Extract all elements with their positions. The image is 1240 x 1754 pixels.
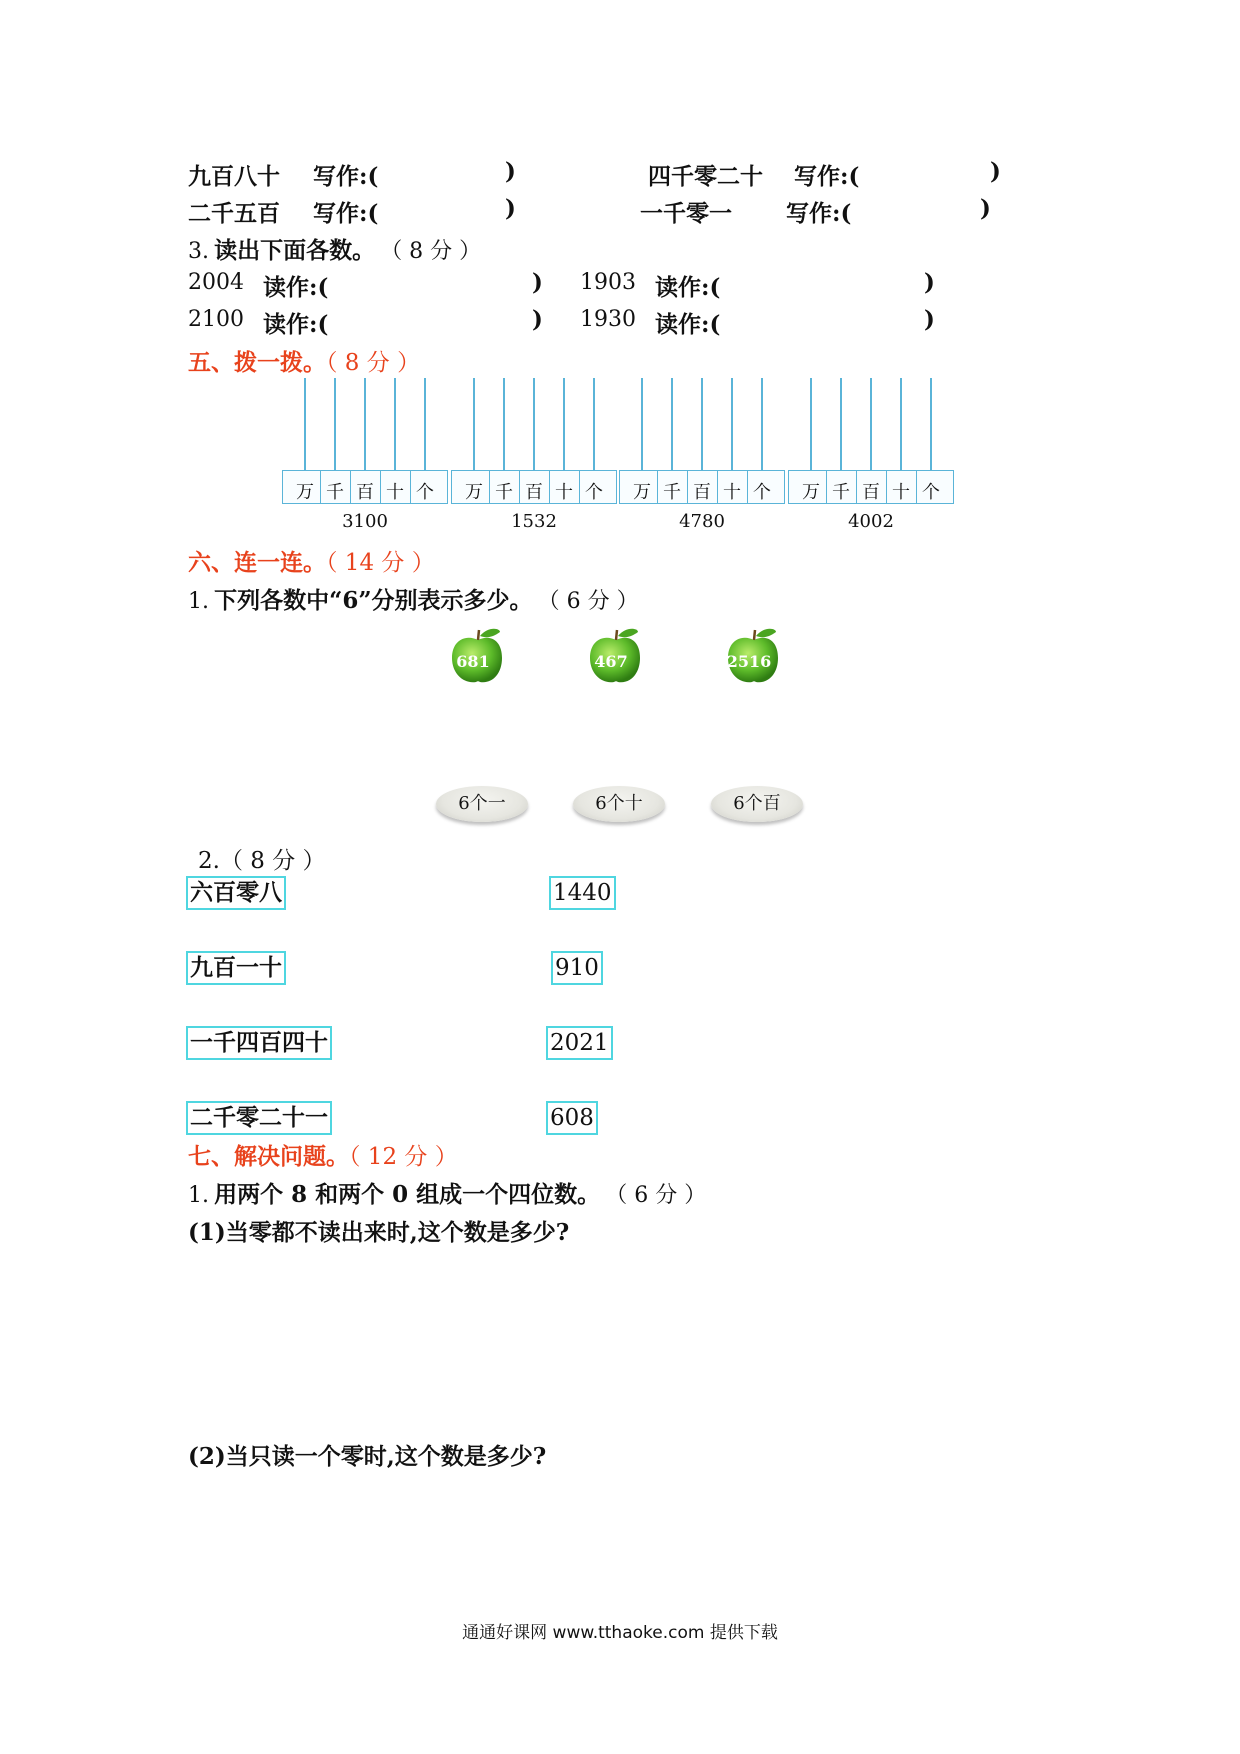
section6-title: 六、连一连。 [188, 549, 326, 576]
write-close-3: ) [505, 195, 516, 222]
place-label: 万 [465, 482, 483, 503]
place-label: 个 [922, 482, 940, 503]
s7-sub2: (2)当只读一个零时,这个数是多少? [188, 1443, 547, 1470]
write-word-4: 一千零一 [640, 200, 732, 227]
match-word-3[interactable]: 一千四百四十 [186, 1026, 332, 1060]
apple-1 [448, 626, 504, 682]
abacus-rod[interactable] [930, 378, 932, 470]
abacus-rod[interactable] [593, 378, 595, 470]
abacus-rod[interactable] [641, 378, 643, 470]
s7-sub1: (1)当零都不读出来时,这个数是多少? [188, 1219, 570, 1246]
place-label: 百 [356, 482, 374, 503]
place-label: 千 [495, 482, 513, 503]
place-label: 万 [802, 482, 820, 503]
place-label: 个 [416, 482, 434, 503]
write-word-2: 四千零二十 [648, 163, 763, 190]
match-number-4[interactable]: 608 [546, 1101, 598, 1135]
section6-score: （ 14 分 ） [326, 550, 435, 576]
abacus-divider [856, 470, 857, 504]
abacus-divider [519, 470, 520, 504]
choice-ones[interactable]: 6个一 [436, 786, 528, 822]
apple-3-label: 2516 [726, 652, 772, 671]
abacus-rod[interactable] [810, 378, 812, 470]
write-label-3: 写作:( [313, 200, 379, 227]
q3-title: 读出下面各数。 [214, 237, 376, 264]
section7-title: 七、解决问题。 [188, 1143, 349, 1170]
read-close-1: ) [532, 269, 543, 296]
abacus-number-3: 4780 [679, 511, 725, 532]
abacus-divider [717, 470, 718, 504]
abacus-divider [549, 470, 550, 504]
abacus-rod[interactable] [701, 378, 703, 470]
place-label: 万 [633, 482, 651, 503]
place-label: 千 [326, 482, 344, 503]
s7q1-score: （ 6 分 ） [605, 1183, 707, 1208]
abacus-rod[interactable] [394, 378, 396, 470]
read-num-3: 2100 [188, 307, 244, 332]
s6q1-score: （ 6 分 ） [537, 589, 639, 614]
write-word-1: 九百八十 [188, 163, 280, 190]
abacus-divider [886, 470, 887, 504]
abacus-rod[interactable] [424, 378, 426, 470]
abacus-divider [489, 470, 490, 504]
q3-heading [188, 232, 481, 265]
abacus-rod[interactable] [334, 378, 336, 470]
write-label-1: 写作:( [313, 163, 379, 190]
read-num-2: 1903 [580, 270, 636, 295]
read-label-1: 读作:( [263, 274, 329, 301]
s6q2-heading [198, 842, 326, 875]
read-label-3: 读作:( [263, 311, 329, 338]
apple-3 [724, 626, 780, 682]
place-label: 个 [753, 482, 771, 503]
abacus-rod[interactable] [533, 378, 535, 470]
section5-heading [188, 344, 420, 377]
abacus-rod[interactable] [563, 378, 565, 470]
abacus-rod[interactable] [364, 378, 366, 470]
footer: 通通好课网 www.tthaoke.com 提供下载 [462, 1623, 778, 1643]
abacus-rod[interactable] [731, 378, 733, 470]
place-label: 千 [832, 482, 850, 503]
abacus-divider [687, 470, 688, 504]
apple-1-label: 681 [456, 652, 490, 671]
match-number-1[interactable]: 1440 [549, 876, 616, 910]
abacus-rod[interactable] [503, 378, 505, 470]
apple-2-label: 467 [594, 652, 628, 671]
abacus-rod[interactable] [761, 378, 763, 470]
read-close-4: ) [924, 306, 935, 333]
abacus-rod[interactable] [671, 378, 673, 470]
place-label: 万 [296, 482, 314, 503]
match-word-2[interactable]: 九百一十 [186, 951, 286, 985]
s7q1-heading [188, 1176, 706, 1209]
q3-score: （ 8 分 ） [380, 239, 482, 264]
s6q1-text: 下列各数中“6”分别表示多少。 [214, 587, 533, 614]
match-word-1[interactable]: 六百零八 [186, 876, 286, 910]
abacus-divider [320, 470, 321, 504]
abacus-divider [916, 470, 917, 504]
s7q1-text: 用两个 8 和两个 0 组成一个四位数。 [214, 1181, 601, 1208]
abacus-divider [380, 470, 381, 504]
place-label: 千 [663, 482, 681, 503]
match-number-2[interactable]: 910 [551, 951, 603, 985]
write-label-4: 写作:( [786, 200, 852, 227]
read-close-2: ) [924, 269, 935, 296]
abacus-divider [410, 470, 411, 504]
place-label: 十 [723, 482, 741, 503]
place-label: 个 [585, 482, 603, 503]
place-label: 十 [555, 482, 573, 503]
read-num-1: 2004 [188, 270, 244, 295]
abacus-rod[interactable] [304, 378, 306, 470]
abacus-number-2: 1532 [511, 511, 557, 532]
section7-score: （ 12 分 ） [349, 1144, 458, 1170]
s6q2-label: 2.（ 8 分 ） [198, 848, 326, 874]
read-close-3: ) [532, 306, 543, 333]
abacus-divider [657, 470, 658, 504]
match-word-4[interactable]: 二千零二十一 [186, 1101, 332, 1135]
place-label: 百 [525, 482, 543, 503]
section5-title: 五、拨一拨。 [188, 349, 326, 376]
abacus-divider [350, 470, 351, 504]
write-close-2: ) [990, 158, 1001, 185]
section6-heading [188, 544, 435, 577]
write-label-2: 写作:( [794, 163, 860, 190]
apple-2 [586, 626, 642, 682]
s7q1-number: 1. [188, 1183, 209, 1208]
choice-tens[interactable]: 6个十 [573, 786, 665, 822]
abacus-rod[interactable] [473, 378, 475, 470]
section7-heading [188, 1138, 458, 1171]
abacus-number-1: 3100 [342, 511, 388, 532]
match-number-3[interactable]: 2021 [546, 1026, 613, 1060]
abacus-divider [579, 470, 580, 504]
q3-number: 3. [188, 239, 209, 264]
read-num-4: 1930 [580, 307, 636, 332]
s6q1-heading [188, 582, 639, 615]
read-label-4: 读作:( [655, 311, 721, 338]
abacus-number-4: 4002 [848, 511, 894, 532]
read-label-2: 读作:( [655, 274, 721, 301]
s6q1-number: 1. [188, 589, 209, 614]
write-word-3: 二千五百 [188, 200, 280, 227]
abacus-divider [826, 470, 827, 504]
abacus-rod[interactable] [900, 378, 902, 470]
place-label: 十 [386, 482, 404, 503]
place-label: 百 [862, 482, 880, 503]
abacus-divider [747, 470, 748, 504]
choice-hundreds[interactable]: 6个百 [711, 786, 803, 822]
write-close-4: ) [980, 195, 991, 222]
write-close-1: ) [505, 158, 516, 185]
abacus-rod[interactable] [840, 378, 842, 470]
abacus-rod[interactable] [870, 378, 872, 470]
place-label: 百 [693, 482, 711, 503]
place-label: 十 [892, 482, 910, 503]
section5-score: （ 8 分 ） [326, 350, 421, 376]
